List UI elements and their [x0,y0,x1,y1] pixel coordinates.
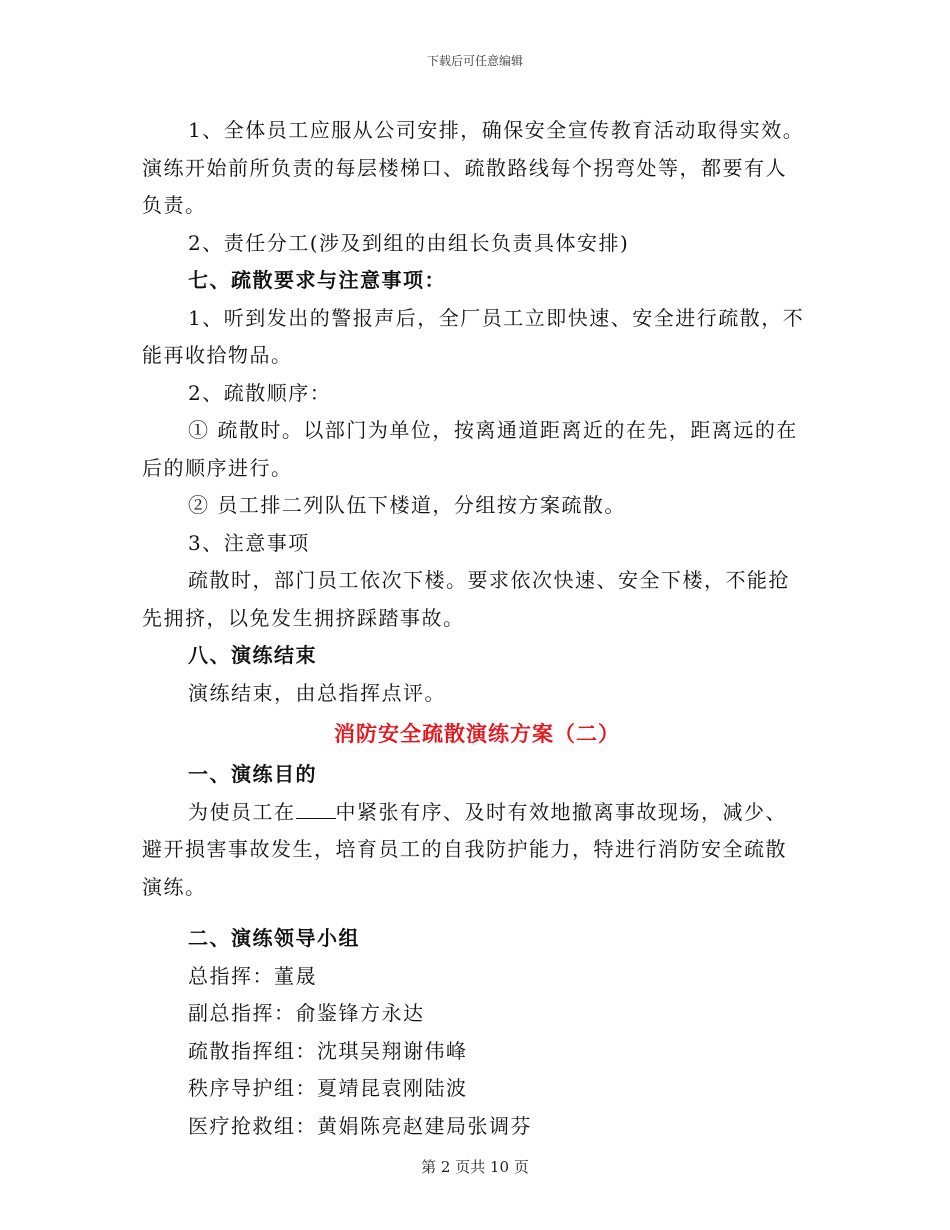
section-heading: 八、演练结束 [188,643,317,667]
purpose-text-start: 为使员工在 [188,799,296,824]
purpose-text-end: 中紧张有序、及时有效地撤离事故现场，减少、 [335,799,787,824]
paragraph-line: 演练。 [142,874,207,899]
paragraph-line: 1、全体员工应服从公司安排，确保安全宣传教育活动取得实效。 [188,118,805,142]
paragraph-line: 2、疏散顺序： [188,380,332,405]
paragraph-line: 避开损害事故发生，培育员工的自我防护能力，特进行消防安全疏散 [142,837,787,861]
paragraph-line: 3、注意事项 [188,530,310,555]
leader-entry: 医疗抢救组：黄娟陈亮赵建局张调芬 [188,1113,532,1138]
paragraph-line: 演练结束，由总指挥点评。 [188,680,446,705]
section-heading: 七、疏散要求与注意事项： [188,268,446,292]
paragraph-line: 负责。 [142,193,207,217]
paragraph-line: 先拥挤，以免发生拥挤踩踏事故。 [142,605,465,630]
page-header-note: 下载后可任意编辑 [426,54,523,68]
section-heading: 二、演练领导小组 [188,926,360,950]
document-body [142,112,812,1145]
section-heading: 一、演练目的 [188,762,317,786]
paragraph-line: 2、责任分工(涉及到组的由组长负责具体安排) [188,230,630,255]
paragraph-line: 后的顺序进行。 [142,455,293,480]
leader-entry: 总指挥：董晟 [188,963,317,988]
page-footer-number: 第 2 页共 10 页 [421,1158,529,1176]
leader-entry: 副总指挥：俞鉴锋方永达 [188,1001,425,1025]
document-title: 消防安全疏散演练方案（二） [334,721,620,746]
fill-in-blank [296,802,336,819]
leader-entry: 秩序导护组：夏靖昆袁刚陆波 [188,1076,468,1100]
paragraph-line: ① 疏散时。以部门为单位，按离通道距离近的在先，距离远的在 [188,418,798,442]
paragraph-line [142,794,812,832]
paragraph-line: 演练开始前所负责的每层楼梯口、疏散路线每个拐弯处等，都要有人 [142,155,787,180]
paragraph-line: 能再收拾物品。 [142,343,293,367]
paragraph-line: 疏散时，部门员工依次下楼。要求依次快速、安全下楼，不能抢 [188,568,790,592]
paragraph-line: 1、听到发出的警报声后，全厂员工立即快速、安全进行疏散，不 [188,305,805,330]
leader-entry: 疏散指挥组：沈琪吴翔谢伟峰 [188,1038,468,1063]
paragraph-line: ② 员工排二列队伍下楼道，分组按方案疏散。 [188,493,626,517]
